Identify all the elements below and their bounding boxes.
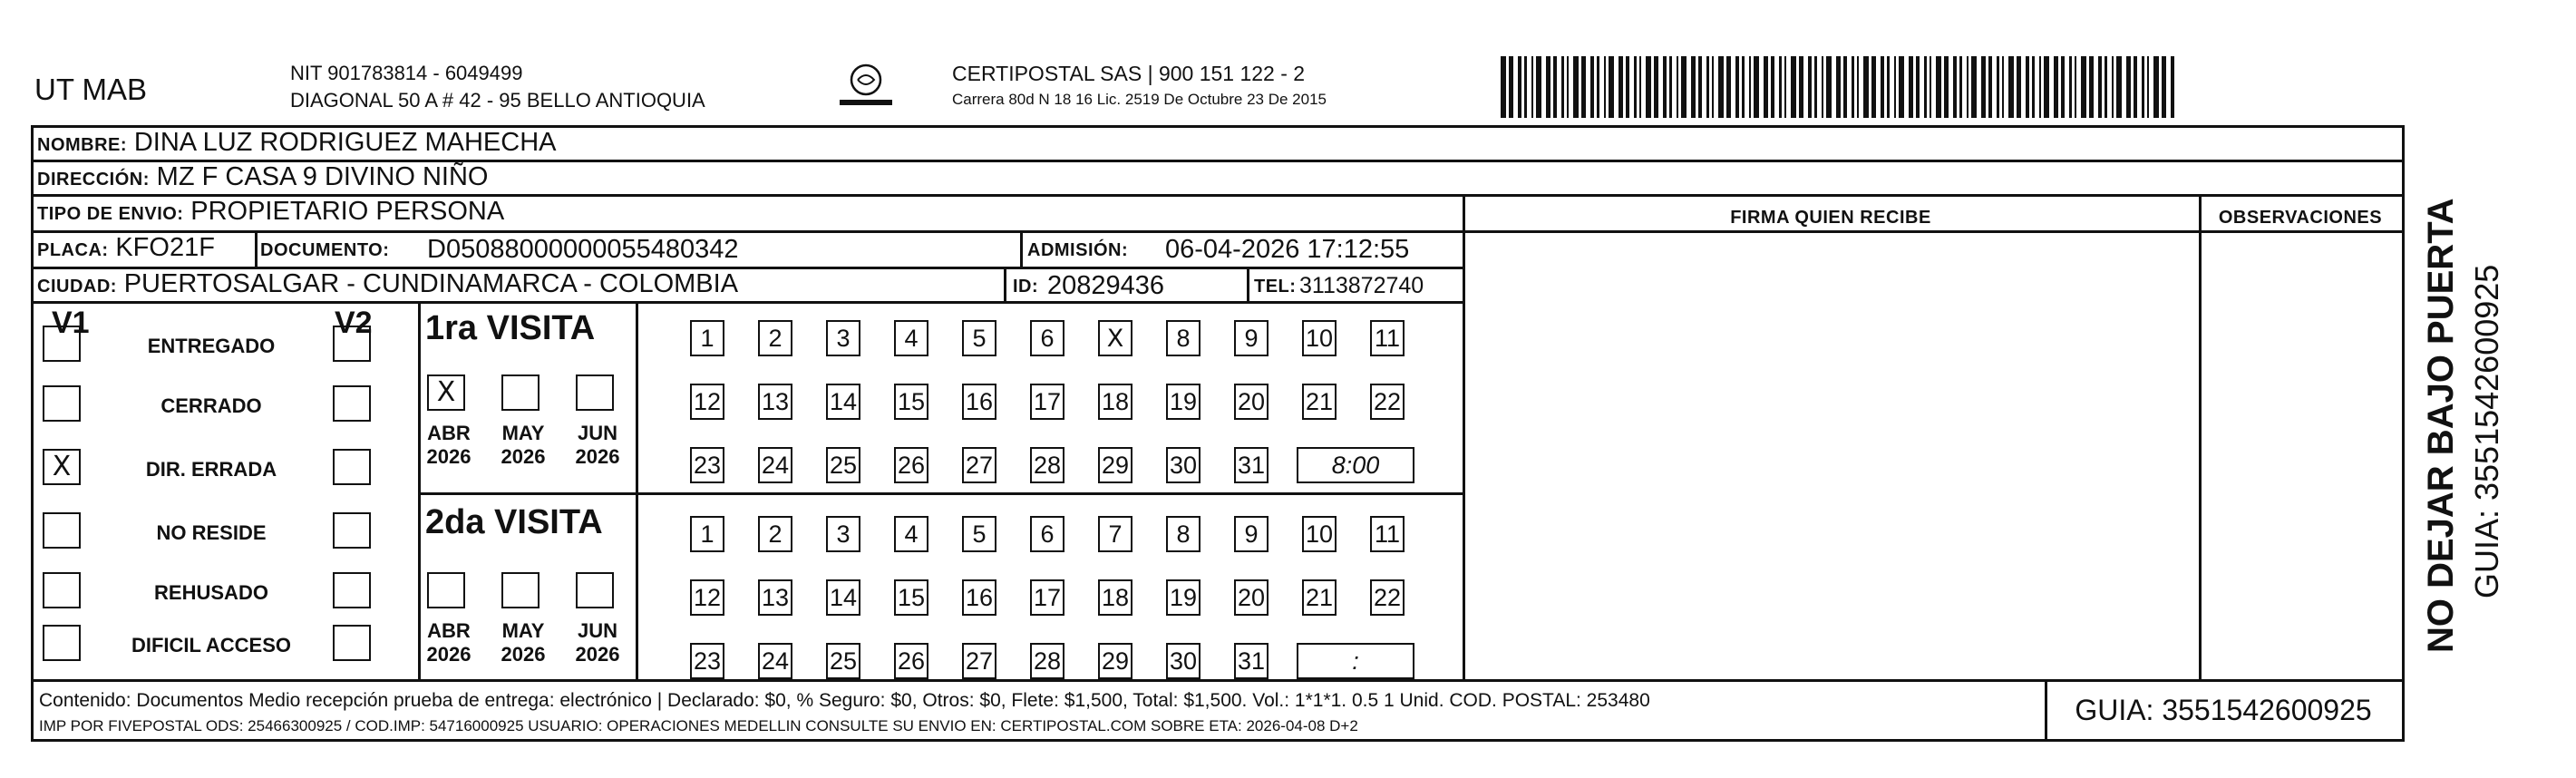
tipo-value: PROPIETARIO PERSONA	[190, 197, 505, 226]
day-box[interactable]: 29	[1098, 643, 1132, 679]
day-box[interactable]: 17	[1030, 384, 1064, 420]
barcode-bar	[1706, 56, 1709, 118]
barcode-bar	[2061, 56, 2065, 118]
barcode-bar	[1808, 56, 1812, 118]
day-box[interactable]: 12	[690, 384, 724, 420]
barcode-bar	[1501, 56, 1506, 118]
barcode-bar	[1771, 56, 1774, 118]
status-label: ENTREGADO	[147, 335, 276, 357]
barcode-bar	[1681, 56, 1687, 118]
side-warning: NO DEJAR BAJO PUERTA	[2421, 198, 2461, 653]
shipping-form	[31, 125, 2405, 742]
barcode-bar	[2008, 56, 2014, 118]
barcode-bar	[1669, 56, 1672, 118]
status-label: DIFICIL ACCESO	[131, 634, 291, 656]
nombre-value: DINA LUZ RODRIGUEZ MAHECHA	[133, 128, 557, 157]
day-box[interactable]: 8	[1166, 320, 1201, 356]
carrier-name: CERTIPOSTAL SAS | 900 151 122 - 2	[952, 62, 1306, 85]
barcode-bar	[1944, 56, 1949, 118]
barcode-bar	[1881, 56, 1884, 118]
day-box[interactable]: 25	[826, 447, 860, 483]
day-box[interactable]: 20	[1234, 579, 1269, 616]
barcode-bar	[2162, 56, 2166, 118]
month-label: JUN 2026	[575, 422, 620, 468]
day-box[interactable]: 10	[1302, 320, 1337, 356]
barcode-bar	[2147, 56, 2149, 118]
day-box[interactable]: 9	[1234, 516, 1269, 552]
barcode-bar	[2116, 56, 2122, 118]
id-label: ID:	[1013, 277, 1039, 297]
barcode-bar	[1626, 56, 1629, 118]
day-box[interactable]: 9	[1234, 320, 1269, 356]
day-box[interactable]: 2	[758, 516, 792, 552]
barcode-bar	[1597, 56, 1599, 118]
barcode-bar	[1887, 56, 1890, 118]
day-box[interactable]: 13	[758, 579, 792, 616]
footer-guia: GUIA: 3551542600925	[2075, 694, 2372, 726]
carrier-license: Carrera 80d N 18 16 Lic. 2519 De Octubre 23 De 2015	[952, 91, 1327, 108]
barcode-bar	[2098, 56, 2102, 118]
day-box[interactable]: 11	[1370, 516, 1405, 552]
barcode-bar	[2089, 56, 2094, 118]
barcode-bar	[1799, 56, 1803, 118]
barcode-bar	[1843, 56, 1847, 118]
barcode-bar	[2081, 56, 2086, 118]
status-label: REHUSADO	[154, 581, 268, 604]
barcode-bar	[1971, 56, 1977, 118]
day-box[interactable]: 5	[962, 320, 996, 356]
barcode-bar	[2054, 56, 2058, 118]
day-box[interactable]: 14	[826, 384, 860, 420]
barcode-bar	[1735, 56, 1739, 118]
month-checkbox[interactable]	[576, 572, 614, 608]
day-box[interactable]: 28	[1030, 643, 1064, 679]
barcode-bar	[2142, 56, 2144, 118]
row-placa	[34, 233, 1463, 269]
barcode-bar	[2171, 56, 2174, 118]
v1-checkbox[interactable]: X	[43, 449, 81, 485]
barcode-bar	[1546, 56, 1550, 118]
day-box[interactable]: 11	[1370, 320, 1405, 356]
day-box[interactable]: 14	[826, 579, 860, 616]
time-box[interactable]: 8:00	[1297, 447, 1414, 483]
day-box[interactable]: 4	[894, 516, 928, 552]
day-box[interactable]: 23	[690, 643, 724, 679]
barcode-bar	[1784, 56, 1786, 118]
direccion-value: MZ F CASA 9 DIVINO NIÑO	[156, 162, 489, 191]
barcode-bar	[1573, 56, 1579, 118]
day-box[interactable]: 29	[1098, 447, 1132, 483]
barcode-bar	[2134, 56, 2137, 118]
certipostal-logo	[834, 60, 898, 114]
day-box[interactable]: 21	[1302, 579, 1337, 616]
day-box[interactable]: 3	[826, 320, 860, 356]
barcode-bar	[1639, 56, 1641, 118]
barcode-bar	[1967, 56, 1968, 118]
barcode-bar	[2044, 56, 2049, 118]
day-box[interactable]: 31	[1234, 447, 1269, 483]
company-name: UT MAB	[34, 73, 148, 106]
status-label: CERRADO	[160, 394, 262, 417]
day-box[interactable]: 15	[894, 384, 928, 420]
barcode-bar	[1791, 56, 1796, 118]
barcode-bar	[1857, 56, 1859, 118]
day-box[interactable]: 12	[690, 579, 724, 616]
day-box[interactable]: 18	[1098, 579, 1132, 616]
barcode-bar	[2032, 56, 2035, 118]
barcode-bar	[1567, 56, 1569, 118]
v2-checkbox[interactable]	[333, 326, 371, 362]
month-checkbox[interactable]: X	[427, 374, 465, 411]
barcode-bar	[1852, 56, 1854, 118]
contenido-text: Contenido: Documentos Medio recepción prueba de entrega: electrónico | Declarado: $0, % Seguro: $0, Otros: $0, Flete: $1,500, Total: $1,500. Vol.: 1*1*1. 0.5 1 Unid. COD. POSTAL: 253480	[39, 690, 1650, 711]
barcode-bar	[1764, 56, 1768, 118]
barcode-bar	[2126, 56, 2131, 118]
day-box[interactable]: 26	[894, 447, 928, 483]
documento-label: DOCUMENTO:	[260, 240, 390, 260]
barcode-bar	[1836, 56, 1841, 118]
month-checkbox[interactable]	[501, 374, 540, 411]
second-visit-title: 2da VISITA	[425, 503, 603, 541]
day-box[interactable]: 7	[1098, 516, 1132, 552]
barcode-bar	[1590, 56, 1594, 118]
barcode-bar	[1654, 56, 1658, 118]
company-address: DIAGONAL 50 A # 42 - 95 BELLO ANTIOQUIA	[290, 89, 705, 112]
barcode-bar	[1634, 56, 1637, 118]
barcode	[1501, 56, 2176, 118]
barcode-bar	[1981, 56, 1986, 118]
day-box[interactable]: 19	[1166, 579, 1201, 616]
direccion-label: DIRECCIÓN:	[37, 170, 150, 190]
month-checkbox[interactable]	[576, 374, 614, 411]
time-box[interactable]: :	[1297, 643, 1414, 679]
placa-label: PLACA:	[37, 240, 109, 260]
day-box[interactable]: 16	[962, 579, 996, 616]
barcode-bar	[1619, 56, 1623, 118]
barcode-bar	[1561, 56, 1564, 118]
v1-checkbox[interactable]	[43, 572, 81, 608]
barcode-bar	[2069, 56, 2072, 118]
barcode-bar	[1509, 56, 1513, 118]
barcode-bar	[1936, 56, 1941, 118]
first-visit-title: 1ra VISITA	[425, 309, 596, 347]
day-box[interactable]: 8	[1166, 516, 1201, 552]
ciudad-value: PUERTOSALGAR - CUNDINAMARCA - COLOMBIA	[123, 269, 739, 298]
barcode-bar	[1698, 56, 1702, 118]
v1-label: V1	[52, 306, 90, 340]
side-guia: GUIA: 3551542600925	[2468, 264, 2505, 598]
placa-value: KFO21F	[115, 233, 215, 262]
tel-label: TEL:	[1254, 277, 1297, 297]
v2-checkbox[interactable]	[333, 512, 371, 549]
ciudad-label: CIUDAD:	[37, 277, 117, 297]
imp-text: IMP POR FIVEPOSTAL ODS: 25466300925 / COD.IMP: 54716000925 USUARIO: OPERACIONES MEDELLIN CONSULTE SU ENVIO EN: CERTIPOSTAL.COM SOBRE ETA: 2026-04-08 D+2	[39, 717, 1358, 734]
v2-checkbox[interactable]	[333, 449, 371, 485]
v2-checkbox[interactable]	[333, 625, 371, 661]
day-box[interactable]: 6	[1030, 516, 1064, 552]
day-box[interactable]: 25	[826, 643, 860, 679]
day-box[interactable]: 26	[894, 643, 928, 679]
day-box[interactable]: 19	[1166, 384, 1201, 420]
barcode-bar	[1536, 56, 1541, 118]
row-nombre	[34, 128, 2402, 162]
month-label: ABR 2026	[426, 422, 471, 468]
day-box[interactable]: 10	[1302, 516, 1337, 552]
nombre-label: NOMBRE:	[37, 135, 128, 155]
day-box[interactable]: 22	[1370, 579, 1405, 616]
barcode-bar	[1930, 56, 1931, 118]
barcode-bar	[1822, 56, 1823, 118]
barcode-bar	[1518, 56, 1521, 118]
v1-checkbox[interactable]	[43, 326, 81, 362]
day-box[interactable]: 22	[1370, 384, 1405, 420]
barcode-bar	[1749, 56, 1751, 118]
month-checkbox[interactable]	[501, 572, 540, 608]
barcode-bar	[1663, 56, 1667, 118]
barcode-bar	[2017, 56, 2021, 118]
barcode-bar	[1754, 56, 1759, 118]
day-box[interactable]: 15	[894, 579, 928, 616]
barcode-bar	[1604, 56, 1606, 118]
barcode-bar	[2039, 56, 2041, 118]
v2-checkbox[interactable]	[333, 385, 371, 422]
month-label: MAY 2026	[501, 619, 546, 666]
status-label: NO RESIDE	[156, 521, 267, 544]
day-box[interactable]: 21	[1302, 384, 1337, 420]
barcode-bar	[2002, 56, 2004, 118]
day-box[interactable]: 30	[1166, 643, 1201, 679]
barcode-bar	[1959, 56, 1962, 118]
day-box[interactable]: 13	[758, 384, 792, 420]
row-direccion	[34, 162, 2402, 197]
barcode-bar	[1988, 56, 1992, 118]
barcode-bar	[2105, 56, 2107, 118]
day-box[interactable]: 1	[690, 320, 724, 356]
month-checkbox[interactable]	[427, 572, 465, 608]
month-label: ABR 2026	[426, 619, 471, 666]
day-box[interactable]: 6	[1030, 320, 1064, 356]
admision-label: ADMISIÓN:	[1027, 240, 1129, 260]
day-box[interactable]: 17	[1030, 579, 1064, 616]
barcode-bar	[1894, 56, 1896, 118]
v1-checkbox[interactable]	[43, 625, 81, 661]
day-box[interactable]: 24	[758, 643, 792, 679]
day-box[interactable]: 28	[1030, 447, 1064, 483]
day-box[interactable]: 30	[1166, 447, 1201, 483]
day-box[interactable]: 3	[826, 516, 860, 552]
day-box[interactable]: 4	[894, 320, 928, 356]
barcode-bar	[1524, 56, 1527, 118]
admision-value: 06-04-2026 17:12:55	[1165, 235, 1410, 264]
barcode-bar	[1814, 56, 1817, 118]
barcode-bar	[1531, 56, 1533, 118]
barcode-bar	[1863, 56, 1869, 118]
barcode-bar	[2026, 56, 2029, 118]
barcode-bar	[1553, 56, 1557, 118]
barcode-bar	[1916, 56, 1920, 118]
id-value: 20829436	[1047, 271, 1165, 300]
barcode-bar	[1726, 56, 1731, 118]
observaciones-label: OBSERVACIONES	[2218, 208, 2383, 228]
day-box[interactable]: 24	[758, 447, 792, 483]
v1-checkbox[interactable]	[43, 512, 81, 549]
barcode-bar	[1997, 56, 1999, 118]
day-box[interactable]: 1	[690, 516, 724, 552]
day-box[interactable]: X	[1098, 320, 1132, 356]
day-box[interactable]: 27	[962, 643, 996, 679]
barcode-bar	[1691, 56, 1696, 118]
barcode-bar	[1718, 56, 1724, 118]
barcode-bar	[1677, 56, 1678, 118]
v1-checkbox[interactable]	[43, 385, 81, 422]
day-box[interactable]: 27	[962, 447, 996, 483]
barcode-bar	[2153, 56, 2159, 118]
tipo-label: TIPO DE ENVIO:	[37, 204, 184, 224]
barcode-bar	[2075, 56, 2076, 118]
barcode-bar	[1871, 56, 1876, 118]
barcode-bar	[1609, 56, 1614, 118]
day-box[interactable]: 18	[1098, 384, 1132, 420]
month-label: JUN 2026	[575, 619, 620, 666]
barcode-bar	[1646, 56, 1651, 118]
v2-checkbox[interactable]	[333, 572, 371, 608]
barcode-bar	[1712, 56, 1714, 118]
barcode-bar	[1742, 56, 1745, 118]
firma-label: FIRMA QUIEN RECIBE	[1730, 208, 1931, 228]
barcode-bar	[1826, 56, 1832, 118]
barcode-bar	[1953, 56, 1957, 118]
day-box[interactable]: 16	[962, 384, 996, 420]
tel-value: 3113872740	[1299, 273, 1424, 298]
documento-value: D05088000000055480342	[427, 235, 739, 264]
barcode-bar	[1581, 56, 1586, 118]
day-box[interactable]: 5	[962, 516, 996, 552]
day-box[interactable]: 31	[1234, 643, 1269, 679]
company-nit: NIT 901783814 - 6049499	[290, 62, 523, 84]
barcode-bar	[1779, 56, 1782, 118]
day-box[interactable]: 23	[690, 447, 724, 483]
barcode-bar	[2112, 56, 2114, 118]
day-box[interactable]: 20	[1234, 384, 1269, 420]
month-label: MAY 2026	[501, 422, 546, 468]
barcode-bar	[1909, 56, 1913, 118]
v2-label: V2	[335, 306, 373, 340]
barcode-bar	[1899, 56, 1904, 118]
status-label: DIR. ERRADA	[145, 458, 277, 481]
barcode-bar	[1924, 56, 1927, 118]
day-box[interactable]: 2	[758, 320, 792, 356]
